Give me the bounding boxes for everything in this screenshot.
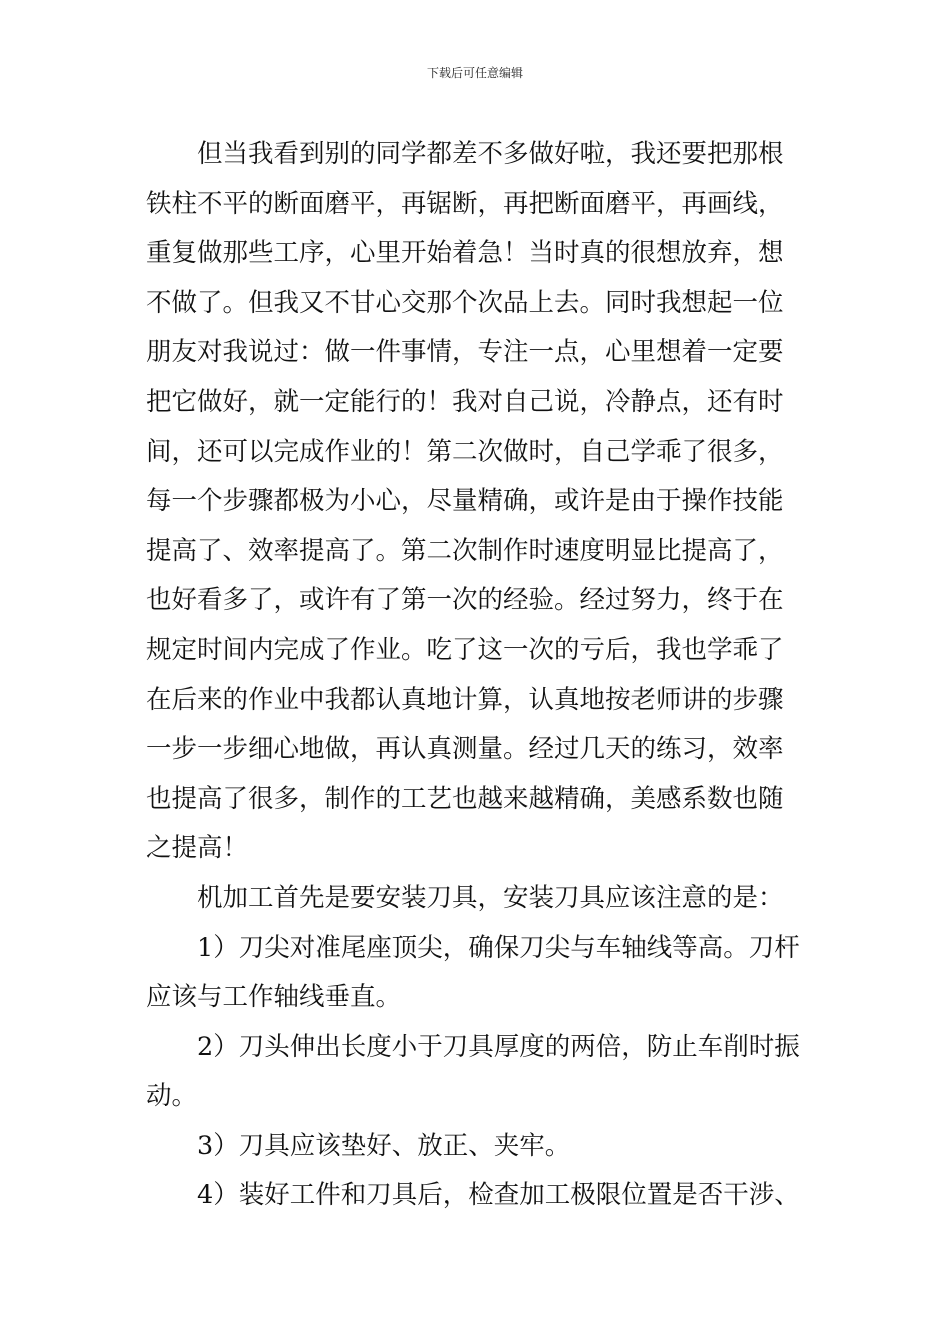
- list-item-line: 3）刀具应该垫好、放正、夹牢。: [197, 1130, 571, 1161]
- paragraph-line: 在后来的作业中我都认真地计算，认真地按老师讲的步骤: [146, 684, 784, 715]
- paragraph-line: 铁柱不平的断面磨平，再锯断，再把断面磨平，再画线，: [146, 188, 784, 219]
- paragraph-line: 但当我看到别的同学都差不多做好啦，我还要把那根: [197, 139, 784, 169]
- list-item-line: 4）装好工件和刀具后，检查加工极限位置是否干涉、: [197, 1180, 800, 1211]
- page-header-note: 下载后可任意编辑: [426, 66, 523, 80]
- list-item-line: 应该与工作轴线垂直。: [146, 982, 402, 1013]
- paragraph-line: 把它做好，就一定能行的！我对自己说，冷静点，还有时: [146, 386, 784, 417]
- paragraph-line: 朋友对我说过：做一件事情，专注一点，心里想着一定要: [146, 337, 784, 368]
- list-item-line: 1）刀尖对准尾座顶尖，确保刀尖与车轴线等高。刀杆: [197, 932, 800, 963]
- paragraph-line: 一步一步细心地做，再认真测量。经过几天的练习，效率: [146, 734, 784, 765]
- paragraph-line: 间，还可以完成作业的！第二次做时，自己学乖了很多，: [146, 436, 784, 467]
- paragraph-line: 每一个步骤都极为小心，尽量精确，或许是由于操作技能: [146, 486, 784, 517]
- paragraph-line: 重复做那些工序，心里开始着急！当时真的很想放弃，想: [146, 238, 784, 269]
- paragraph-line: 也好看多了，或许有了第一次的经验。经过努力，终于在: [146, 585, 784, 616]
- document-body: [146, 130, 810, 1221]
- paragraph-line: 机加工首先是要安装刀具，安装刀具应该注意的是：: [197, 882, 784, 913]
- paragraph-line: 不做了。但我又不甘心交那个次品上去。同时我想起一位: [146, 287, 784, 318]
- paragraph-line: 规定时间内完成了作业。吃了这一次的亏后，我也学乖了: [146, 634, 784, 665]
- paragraph-line: 之提高！: [146, 833, 249, 864]
- paragraph-line: 也提高了很多，制作的工艺也越来越精确，美感系数也随: [146, 783, 784, 814]
- paragraph-line: 提高了、效率提高了。第二次制作时速度明显比提高了，: [146, 535, 784, 566]
- list-item-line: 2）刀头伸出长度小于刀具厚度的两倍，防止车削时振: [197, 1031, 800, 1062]
- list-item-line: 动。: [146, 1081, 198, 1112]
